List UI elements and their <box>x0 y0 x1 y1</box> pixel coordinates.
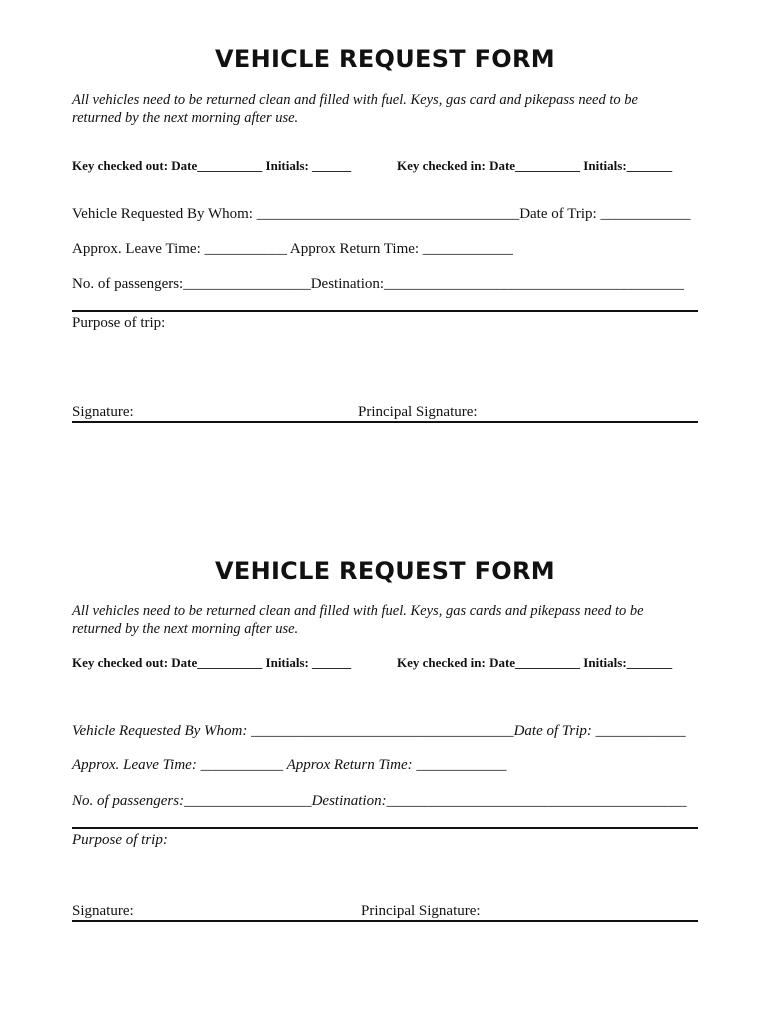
key-checked-out-field[interactable]: Key checked out: Date__________ Initials: ______ <box>72 655 352 670</box>
intro-line-2: returned by the next morning after use. <box>72 110 299 126</box>
key-checked-in-field[interactable]: Key checked in: Date__________ Initials:_______ <box>397 655 673 670</box>
section-divider <box>72 827 698 829</box>
principal-signature-label: Principal Signature: <box>361 903 481 919</box>
trip-times-field[interactable]: Approx. Leave Time: ___________ Approx Return Time: ____________ <box>72 241 513 257</box>
passengers-destination-field[interactable]: No. of passengers:_________________Destination:________________________________________ <box>72 793 687 809</box>
section-divider <box>72 310 698 312</box>
intro-line-1: All vehicles need to be returned clean and filled with fuel. Keys, gas cards and pikepass need to be <box>72 603 644 619</box>
trip-times-field[interactable]: Approx. Leave Time: ___________ Approx Return Time: ____________ <box>72 757 507 773</box>
signature-label: Signature: <box>72 404 134 420</box>
signature-label: Signature: <box>72 903 134 919</box>
intro-line-1: All vehicles need to be returned clean and filled with fuel. Keys, gas card and pikepass need to be <box>72 92 638 108</box>
requested-by-field[interactable]: Vehicle Requested By Whom: ___________________________________Date of Trip: ____________ <box>72 206 691 222</box>
signature-line[interactable] <box>72 920 698 922</box>
purpose-label: Purpose of trip: <box>72 832 168 848</box>
form-title: VEHICLE REQUEST FORM <box>215 45 555 73</box>
requested-by-field[interactable]: Vehicle Requested By Whom: ___________________________________Date of Trip: ____________ <box>72 723 686 739</box>
passengers-destination-field[interactable]: No. of passengers:_________________Destination:________________________________________ <box>72 276 685 292</box>
key-checked-out-field[interactable]: Key checked out: Date__________ Initials: ______ <box>72 158 352 173</box>
key-checked-in-field[interactable]: Key checked in: Date__________ Initials:_______ <box>397 158 673 173</box>
intro-line-2: returned by the next morning after use. <box>72 621 299 637</box>
principal-signature-label: Principal Signature: <box>358 404 478 420</box>
purpose-label: Purpose of trip: <box>72 315 166 331</box>
form-title: VEHICLE REQUEST FORM <box>215 557 555 585</box>
signature-line[interactable] <box>72 421 698 423</box>
